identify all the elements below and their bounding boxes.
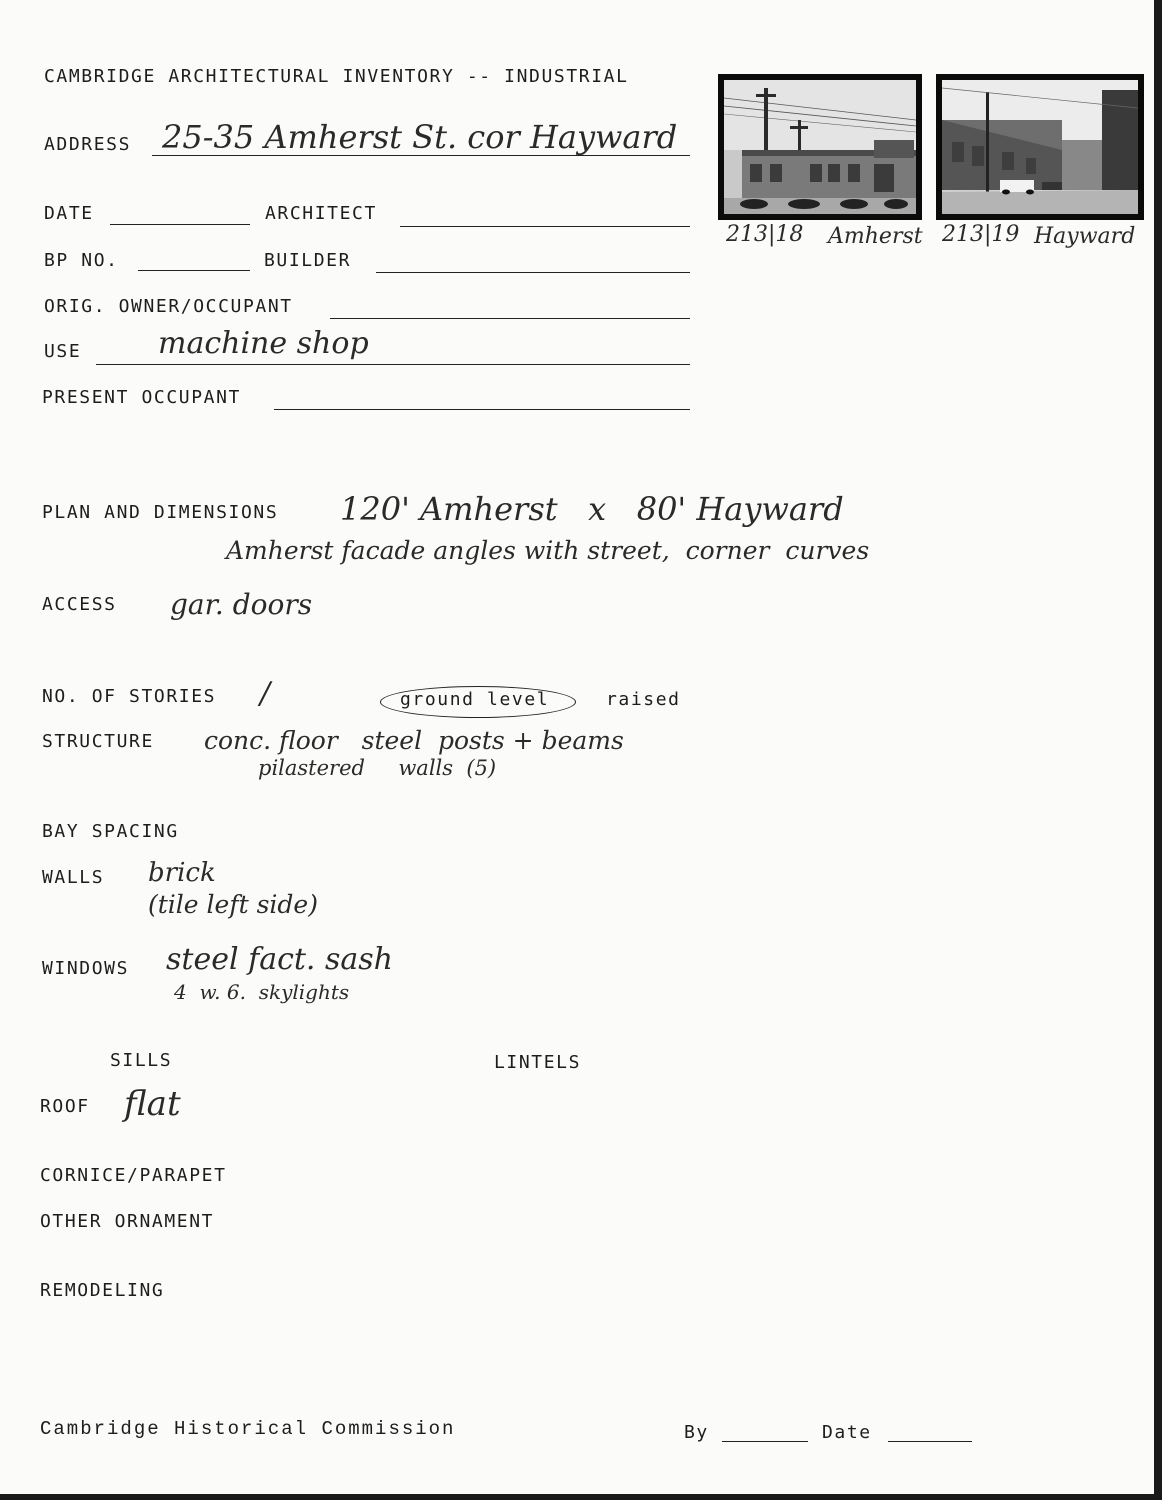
bp-no-line bbox=[138, 270, 250, 271]
roof-value: flat bbox=[124, 1084, 181, 1124]
address-label: ADDRESS bbox=[44, 134, 132, 155]
commission-label: Cambridge Historical Commission bbox=[40, 1418, 456, 1440]
page-edge-right bbox=[1154, 0, 1162, 1500]
stories-label: NO. OF STORIES bbox=[42, 686, 217, 707]
hayward-street-image bbox=[942, 80, 1138, 214]
use-label: USE bbox=[44, 341, 82, 362]
page-edge-bottom bbox=[0, 1494, 1162, 1500]
photo-caption-street-1: Amherst bbox=[828, 224, 923, 249]
by-label: By bbox=[684, 1422, 709, 1443]
walls-value-line2: (tile left side) bbox=[148, 890, 318, 919]
walls-value-line1: brick bbox=[148, 858, 216, 888]
plan-label: PLAN AND DIMENSIONS bbox=[42, 502, 279, 523]
use-line bbox=[96, 364, 690, 365]
photo-amherst bbox=[718, 74, 922, 220]
access-value: gar. doors bbox=[170, 588, 313, 621]
structure-value-line2: pilastered walls (5) bbox=[258, 756, 497, 780]
cornice-label: CORNICE/PARAPET bbox=[40, 1165, 227, 1186]
date-line bbox=[110, 224, 250, 225]
ground-level-option: ground level bbox=[400, 689, 550, 710]
architect-line bbox=[400, 226, 690, 227]
bay-spacing-label: BAY SPACING bbox=[42, 821, 179, 842]
windows-value-line1: steel fact. sash bbox=[166, 942, 394, 977]
footer-date-line bbox=[888, 1441, 972, 1442]
form-title: CAMBRIDGE ARCHITECTURAL INVENTORY -- INDUSTRIAL bbox=[44, 66, 629, 87]
remodeling-label: REMODELING bbox=[40, 1280, 165, 1301]
date-label: DATE bbox=[44, 203, 94, 224]
by-line bbox=[722, 1441, 808, 1442]
builder-line bbox=[376, 272, 690, 273]
photo-caption-num-2: 213|19 bbox=[942, 222, 1020, 247]
windows-value-line2: 4 w. 6. skylights bbox=[174, 980, 350, 1004]
stories-value: / bbox=[260, 676, 271, 711]
structure-value-line1: conc. floor steel posts + beams bbox=[204, 726, 624, 755]
roof-label: ROOF bbox=[40, 1096, 90, 1117]
structure-label: STRUCTURE bbox=[42, 731, 154, 752]
footer-date-label: Date bbox=[822, 1422, 872, 1443]
windows-label: WINDOWS bbox=[42, 958, 130, 979]
plan-value-line1: 120' Amherst x 80' Hayward bbox=[340, 490, 844, 528]
amherst-building-image bbox=[724, 80, 916, 214]
bp-no-label: BP NO. bbox=[44, 250, 119, 271]
orig-owner-line bbox=[330, 318, 690, 319]
address-value: 25-35 Amherst St. cor Hayward bbox=[162, 118, 678, 156]
other-ornament-label: OTHER ORNAMENT bbox=[40, 1211, 215, 1232]
photo-hayward bbox=[936, 74, 1144, 220]
use-value: machine shop bbox=[158, 326, 369, 361]
walls-label: WALLS bbox=[42, 867, 105, 888]
raised-option: raised bbox=[606, 689, 681, 710]
present-occupant-line bbox=[274, 409, 690, 410]
access-label: ACCESS bbox=[42, 594, 117, 615]
orig-owner-label: ORIG. OWNER/OCCUPANT bbox=[44, 296, 293, 317]
present-occupant-label: PRESENT OCCUPANT bbox=[42, 387, 241, 408]
architect-label: ARCHITECT bbox=[265, 203, 377, 224]
plan-value-line2: Amherst facade angles with street, corner curves bbox=[226, 536, 870, 565]
photo-caption-street-2: Hayward bbox=[1034, 224, 1136, 249]
photo-caption-num-1: 213|18 bbox=[726, 222, 804, 247]
sills-label: SILLS bbox=[110, 1050, 173, 1071]
builder-label: BUILDER bbox=[264, 250, 352, 271]
lintels-label: LINTELS bbox=[494, 1052, 582, 1073]
